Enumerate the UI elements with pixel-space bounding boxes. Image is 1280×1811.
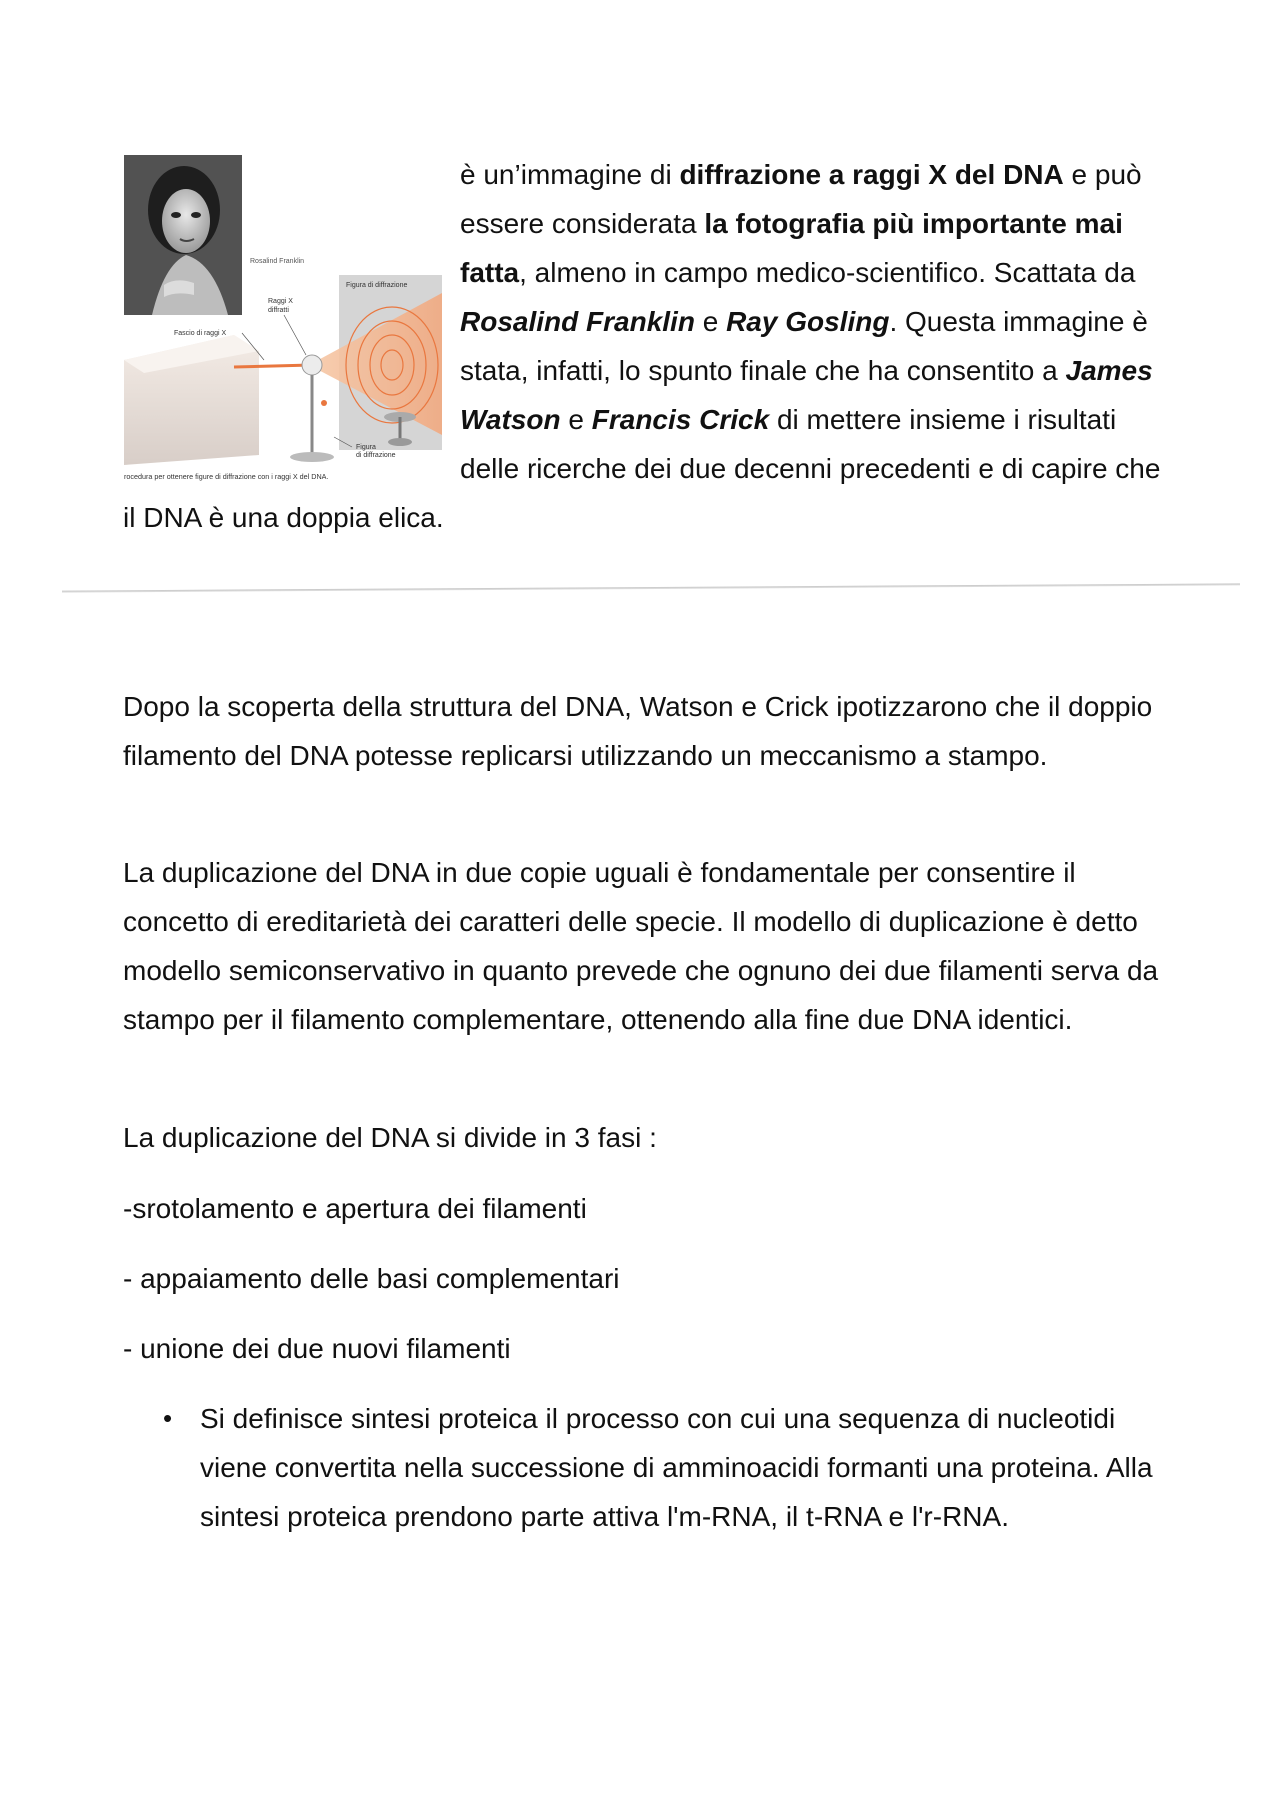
phase-item-1: -srotolamento e apertura dei filamenti [123,1193,587,1224]
intro-text-1: è un’immagine di [460,159,680,190]
paragraph-phases-intro: La duplicazione del DNA si divide in 3 fasi : [123,1122,657,1153]
portrait-label: Rosalind Franklin [250,258,305,265]
name-francis-crick: Francis Crick [591,404,770,435]
label-raggi-x: Raggi X [268,298,293,305]
phase-item-3: - unione dei due nuovi filamenti [123,1333,511,1364]
paragraph-discovery: Dopo la scoperta della struttura del DNA, Watson e Crick ipotizzarono che il doppio filamento del DNA potesse replicarsi utilizzando un meccanismo a stampo. [123,691,1153,771]
label-fascio: Fascio di raggi X [174,330,227,337]
intro-text-2: e può essere considerata [460,159,1142,239]
label-figura-bottom-2: di diffrazione [356,452,396,459]
bullet-icon: • [163,1403,173,1433]
name-james-watson: James Watson [460,355,1153,435]
horizontal-divider [62,583,1240,592]
intro-text-3: , almeno in campo medico-scientifico. Scattata da [519,257,1136,288]
intro-text-5: . Questa immagine è stata, infatti, lo spunto finale che ha consentito a [460,306,1148,386]
intro-text-4: e [694,306,727,337]
name-ray-gosling: Ray Gosling [726,306,890,337]
phase-item-2: - appaiamento delle basi complementari [123,1263,620,1294]
name-rosalind-franklin: Rosalind Franklin [460,306,695,337]
intro-bold-diffrazione: diffrazione a raggi X del DNA [679,159,1064,190]
label-figura-bottom-1: Figura [356,444,376,451]
figure-caption: rocedura per ottenere figure di diffrazione con i raggi X del DNA. [124,472,329,481]
intro-bold-fotografia: la fotografia più importante mai fatta [460,208,1123,288]
figure-float-spacer [123,150,460,490]
bullet-protein-synthesis: Si definisce sintesi proteica il processo con cui una sequenza di nucleotidi viene convertita nella successione di amminoacidi formanti una proteina. Alla sintesi proteica prendono parte attiva l'm-RNA, il t-RNA e l'r-RNA. [200,1403,1153,1532]
intro-text-7: di mettere insieme i risultati delle ricerche dei due decenni precedenti e di capire che il DNA è una doppia elica. [123,404,1161,533]
intro-text-6: e [560,404,592,435]
label-diffratti: diffratti [268,307,289,314]
paragraph-duplication: La duplicazione del DNA in due copie uguali è fondamentale per consentire il concetto di ereditarietà dei caratteri delle specie. Il modello di duplicazione è detto modello semiconservativo in quanto prevede che ognuno dei due filamenti serva da stampo per il filamento complementare, ottenendo alla fine due DNA identici. [123,857,1159,1035]
figure-label-top: Figura di diffrazione [346,282,408,289]
intro-paragraph [123,150,1163,542]
